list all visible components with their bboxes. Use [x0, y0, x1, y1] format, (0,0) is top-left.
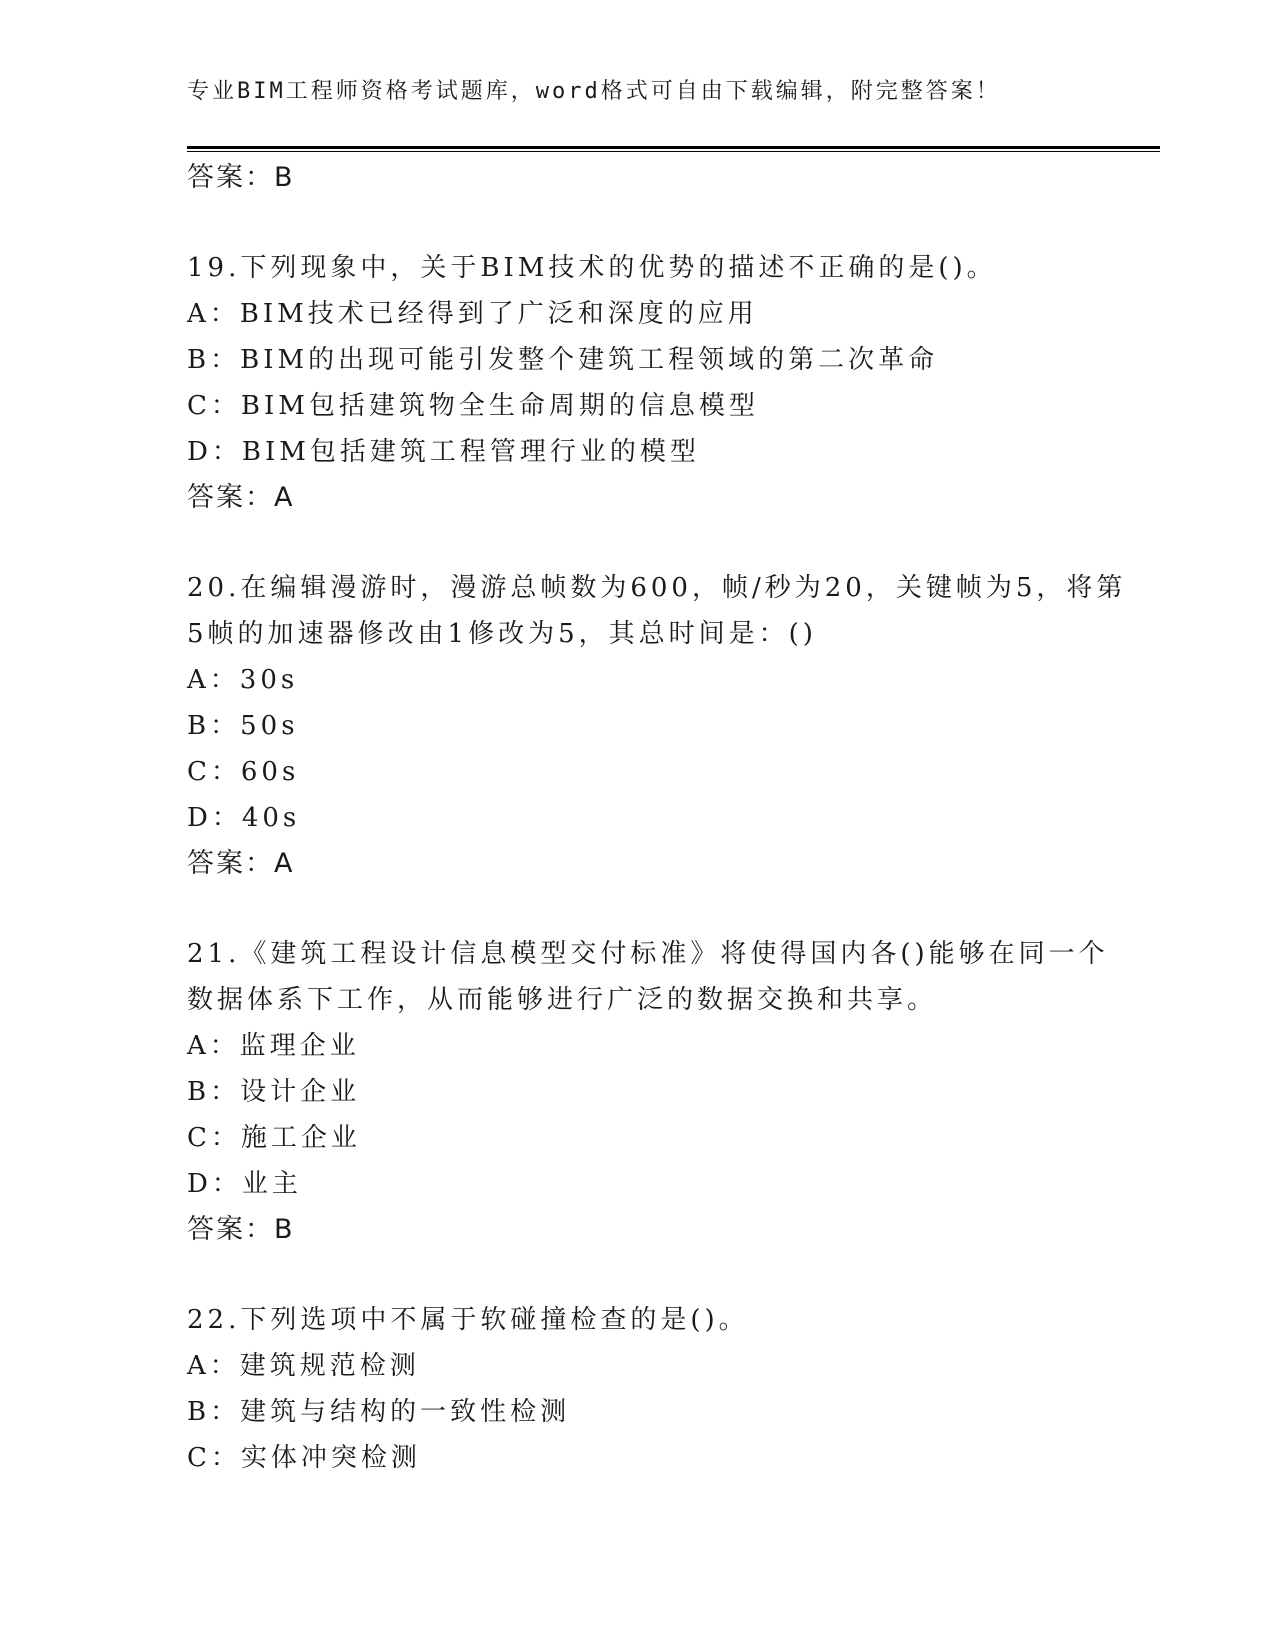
option-d: D：40s: [187, 803, 301, 833]
answer-line: 答案：B: [187, 162, 295, 193]
option-b: B：50s: [187, 711, 299, 741]
option-c: C：60s: [187, 757, 300, 787]
answer-line: 答案：A: [187, 848, 295, 879]
option-d: D：BIM包括建筑工程管理行业的模型: [187, 437, 700, 467]
option-c: C：实体冲突检测: [187, 1443, 421, 1473]
option-a: A：BIM技术已经得到了广泛和深度的应用: [187, 299, 758, 329]
option-a: A：监理企业: [187, 1031, 360, 1061]
question-stem: 19.下列现象中，关于BIM技术的优势的描述不正确的是()。: [187, 253, 997, 283]
question-21: [187, 931, 1107, 1253]
answer-line: 答案：A: [187, 482, 295, 513]
option-d: D：业主: [187, 1169, 302, 1199]
option-a: A：30s: [187, 665, 299, 695]
header-rule-thick: [187, 146, 1160, 149]
page-header: 专业BIM工程师资格考试题库，word格式可自由下载编辑，附完整答案！: [187, 79, 1001, 104]
question-stem-continued: 5帧的加速器修改由1修改为5，其总时间是：(): [187, 619, 817, 649]
question-stem: 20.在编辑漫游时，漫游总帧数为600，帧/秒为20，关键帧为5，将第: [187, 573, 1127, 603]
header-rule-thin: [187, 151, 1160, 152]
option-b: B：设计企业: [187, 1077, 361, 1107]
answer-line: 答案：B: [187, 1214, 295, 1245]
option-b: B：BIM的出现可能引发整个建筑工程领域的第二次革命: [187, 345, 939, 375]
question-list: [187, 155, 1127, 1481]
option-c: C：BIM包括建筑物全生命周期的信息模型: [187, 391, 759, 421]
question-19: [187, 245, 1107, 521]
question-20: [187, 565, 1127, 887]
option-a: A：建筑规范检测: [187, 1351, 420, 1381]
question-stem: 22.下列选项中不属于软碰撞检查的是()。: [187, 1305, 749, 1335]
option-c: C：施工企业: [187, 1123, 361, 1153]
question-stem-continued: 数据体系下工作，从而能够进行广泛的数据交换和共享。: [187, 985, 938, 1015]
question-stem: 21.《建筑工程设计信息模型交付标准》将使得国内各()能够在同一个: [187, 939, 1109, 969]
question-22: [187, 1297, 1107, 1481]
option-b: B：建筑与结构的一致性检测: [187, 1397, 571, 1427]
